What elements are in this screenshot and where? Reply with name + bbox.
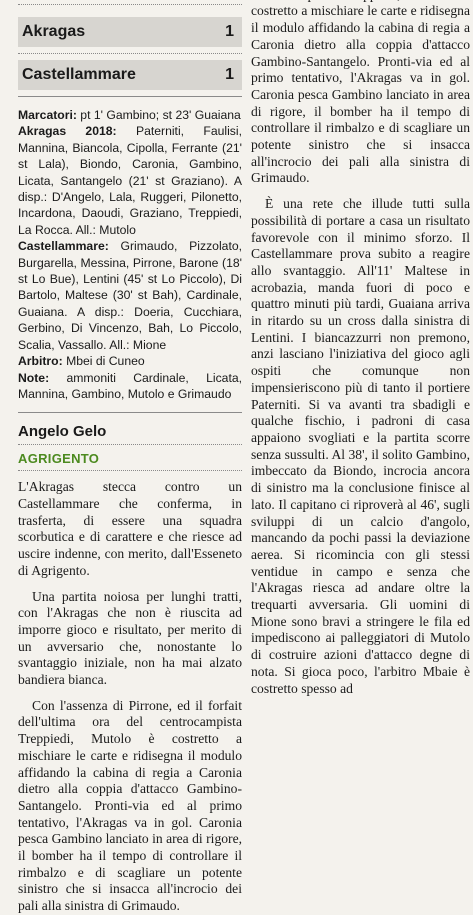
castellammare-lineup: [18, 238, 242, 353]
report-bottom-rule: [18, 412, 242, 413]
marcatori-line: [18, 107, 242, 123]
note-text: ammoniti Cardinale, Licata, Mannina, Gambino, Mutolo e Grimaudo: [18, 370, 242, 401]
akragas-label: Akragas 2018:: [18, 124, 117, 139]
away-team-score: 1: [225, 66, 234, 83]
scoreboard-bottom-rule: [18, 96, 242, 97]
scoreboard-home-row: [18, 17, 242, 47]
article-body-right: [251, 0, 470, 770]
dateline: AGRIGENTO: [18, 451, 100, 467]
article-body-left: [18, 479, 242, 914]
marcatori-text: pt 1' Gambino; st 23' Guaiana: [76, 108, 241, 122]
scoreboard-away-row: [18, 60, 242, 90]
note-label: Note:: [18, 370, 50, 385]
home-team-name: Akragas: [22, 23, 86, 40]
top-divider: [18, 4, 242, 5]
article-paragraph: Con l'assenza di Pirrone, ed il forfait dell'ultima ora del centrocampista Treppiedi, Mutolo è costretto a mischiare le carte e ridisegna il modulo affidando la cabina di regia a Caronia dietro alla coppia d'attacco Gambino-Santangelo. Pronti-via ed al primo tentativo, l'Akragas va in gol. Caronia pesca Gambino lanciato in area di rigore, il bomber ha il tempo di controllare il rimbalzo e di scagliare un potente sinistro che si insacca all'incrocio dei pali alla sinistra di Grimaudo.: [18, 697, 242, 914]
home-team-score: 1: [225, 23, 234, 40]
note-line: [18, 370, 242, 403]
arbitro-text: Mbei di Cuneo: [62, 354, 145, 369]
scoreboard-divider: [18, 53, 242, 54]
arbitro-line: [18, 353, 242, 369]
left-column: [18, 0, 242, 914]
match-report-box: [18, 107, 242, 402]
away-team-name: Castellammare: [22, 66, 136, 83]
castellammare-text: Grimaudo, Pizzolato, Burgarella, Messina, Pirrone, Barone (18' st Lo Bue), Lentini (45' st Lo Piccolo), Di Bartolo, Maltese (30' st Bah), Cardinale, Guaiana. A disp.: Doeria, Cucchiara, Gerbino, Di Vincenzo, Bah, Lo Piccolo, Scalia, Vassallo. All.: Mione: [18, 239, 242, 352]
akragas-text: Paterniti, Faulisi, Mannina, Biancola, Cipolla, Ferrante (21' st Lala), Biondo, Caronia, Gambino, Licata, Santangelo (21' st Graziano). A disp.: D'Angelo, Lala, Ruggeri, Pilonetto, Incardona, Daoudi, Graziano, Treppiedi, La Rocca. All.: Mutolo: [18, 124, 242, 237]
byline-divider: [18, 444, 242, 445]
arbitro-label: Arbitro:: [18, 354, 63, 369]
castellammare-label: Castellammare:: [18, 239, 109, 254]
akragas-lineup: [18, 123, 242, 238]
article-paragraph: Una partita noiosa per lunghi tratti, con l'Akragas che non è riuscita ad imporre gioco e risultato, per merito di un avversario che, nonostante lo svantaggio iniziale, non ha mai alzato bandiera bianca.: [18, 588, 242, 688]
dateline-divider: [18, 470, 242, 471]
marcatori-label: Marcatori:: [18, 108, 77, 122]
article-paragraph-continued: costretto a mischiare le carte e ridisegna il modulo affidando la cabina di regia a Caronia dietro alla coppia d'attacco Gambino-Santangelo. Pronti-via ed al primo tentativo, l'Akragas va in gol. Caronia pesca Gambino lanciato in area di rigore, il bomber ha il tempo di controllare il rimbalzo e di scagliare un potente sinistro che si insacca all'incrocio dei pali alla sinistra di Grimaudo.: [251, 3, 470, 186]
article-paragraph: È una rete che illude tutti sulla possibilità di portare a casa un risultato favorevole con il minimo sforzo. Il Castellammare prova subito a reagire allo svantaggio. All'11' Maltese in acrobazia, manda fuori di poco e quattro minuti più tardi, Guaiana arriva in ritardo su un cross dalla sinistra di Lentini. I biancazzurri non premono, anzi lasciano l'iniziativa del gioco agli ospiti che comunque non impensieriscono più di tanto il portiere Paterniti. Si va avanti tra sbadigli e qualche fischio, i padroni di casa appaiono svogliati e la partita scorre senza sussulti. Al 38', il solito Gambino, imbeccato da Biondo, incrocia ancora di sinistro ma la conclusione finisce al lato. Il capitano ci riproverà al 46', sugli sviluppi di un calcio d'angolo, mancando da pochi passi la deviazione aerea. Si ricomincia con gli stessi ventidue in campo e senza che l'Akragas riesca ad andare oltre la trequarti avversaria. Gli uomini di Mione sono bravi a stringere le fila ed impediscono ai palleggiatori di Mutolo di costruire azioni d'attacco degne di nota. Si gioca poco, l'arbitro Mbaie è costretto spesso ad: [251, 196, 470, 696]
author-byline: Angelo Gelo: [18, 423, 107, 441]
right-column: [251, 0, 470, 770]
article-paragraph: L'Akragas stecca contro un Castellammare che conferma, in trasferta, di essere una squadra scorbutica e di carattere e che riesce ad uscire indenne, con merito, dall'Esseneto di Agrigento.: [18, 479, 242, 578]
